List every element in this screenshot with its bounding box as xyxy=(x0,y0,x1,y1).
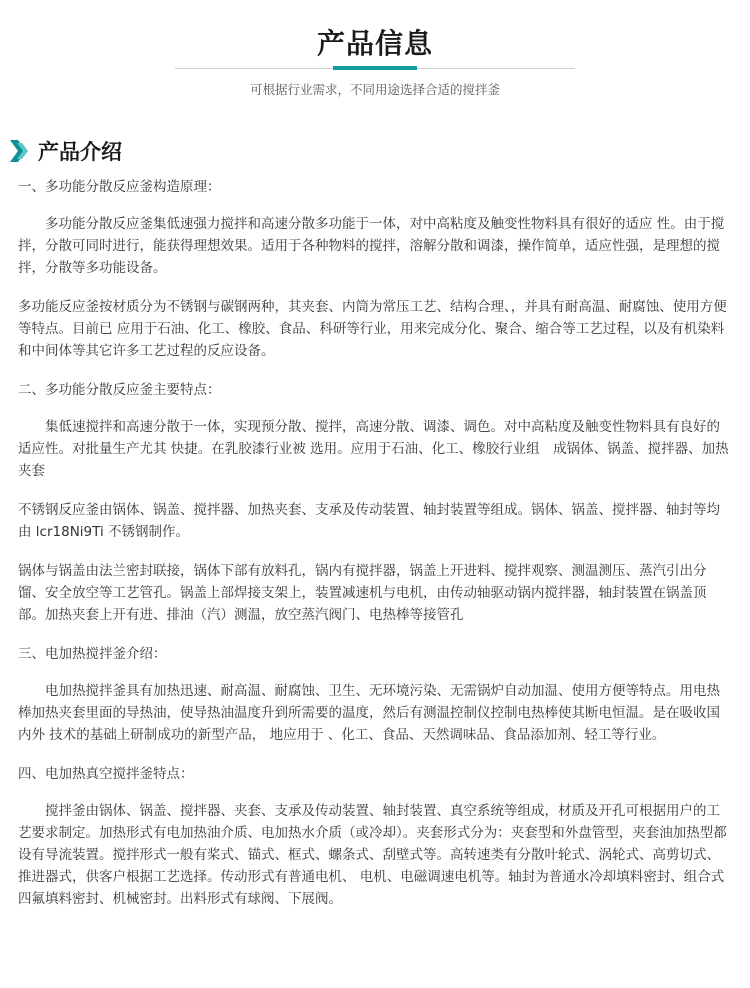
page-subtitle: 可根据行业需求，不同用途选择合适的搅拌釜 xyxy=(249,82,500,97)
section-title: 产品介绍 xyxy=(38,140,122,164)
paragraph-features: 集低速搅拌和高速分散于一体，实现预分散、搅拌，高速分散、调漆、调色。对中高粘度及触变性物料具有良好的适应性。对批量生产尤其 快捷。在乳胶漆行业被 选用。应用于石油、化工、橡胶行业组 成锅体、锅盖、搅拌器、加热夹套 xyxy=(18,419,729,479)
page-title: 产品信息 xyxy=(316,27,433,60)
heading-main-features: 二、多功能分散反应釜主要特点： xyxy=(18,382,221,398)
paragraph-principle-intro: 多功能分散反应釜集低速强力搅拌和高速分散多功能于一体，对中高粘度及触变性物料具有很好的适应 性。由于搅拌，分散可同时进行，能获得理想效果。适用于各种物料的搅拌，溶解分散和调漆，操作简单，适应性强，是理想的搅拌，分散等多功能设备。 xyxy=(18,216,725,276)
page-header xyxy=(0,0,750,110)
paragraph-vacuum-features: 搅拌釜由锅体、锅盖、搅拌器、夹套、支承及传动装置、轴封装置、真空系统等组成，材质及开孔可根据用户的工艺要求制定。加热形式有电加热油介质、电加热水介质（或冷却）。夹套形式分为：夹套型和外盘管型，夹套油加热型都设有导流装置。搅拌形式一般有桨式、锚式、框式、螺条式、刮壁式等。高转速类有分散叶轮式、涡轮式、高剪切式、推进器式，供客户根据工艺选择。传动形式有普通电机、 电机、电磁调速电机等。轴封为普通水冷却填料密封、组合式四氟填料密封、机械密封。出料形式有球阀、下展阀。 xyxy=(18,803,727,907)
heading-electric-heating: 三、电加热搅拌釜介绍： xyxy=(18,646,167,662)
paragraph-flange-structure: 锅体与锅盖由法兰密封联接，锅体下部有放料孔，锅内有搅拌器，锅盖上开进料、搅拌观察、测温测压、蒸汽引出分馏、安全放空等工艺管孔。锅盖上部焊接支架上，装置减速机与电机，由传动轴驱动锅内搅拌器，轴封装置在锅盖顶部。加热夹套上开有进、排油（汽）测温，放空蒸汽阀门、电热棒等接管孔 xyxy=(18,563,707,623)
heading-structure-principle: 一、多功能分散反应釜构造原理： xyxy=(18,179,221,195)
title-accent-bar xyxy=(333,66,417,70)
paragraph-electric-heating: 电加热搅拌釜具有加热迅速、耐高温、耐腐蚀、卫生、无环境污染、无需锅炉自动加温、使用方便等特点。用电热棒加热夹套里面的导热油，使导热油温度升到所需要的温度，然后有测温控制仪控制电热棒使其断电恒温。是在吸收国内外 技术的基础上研制成功的新型产品， 地应用于 、化工、食品、天然调味品、食品添加剂、轻工等行业。 xyxy=(18,683,720,743)
heading-vacuum-features: 四、电加热真空搅拌釜特点： xyxy=(18,766,194,782)
paragraph-stainless-composition: 不锈钢反应釜由锅体、锅盖、搅拌器、加热夹套、支承及传动装置、轴封装置等组成。锅体、锅盖、搅拌器、轴封等均由 lcr18Ni9Ti 不锈钢制作。 xyxy=(18,502,720,540)
double-chevron-right-icon xyxy=(8,138,32,164)
article-body xyxy=(18,176,730,927)
paragraph-material: 多功能反应釜按材质分为不锈钢与碳钢两种，其夹套、内筒为常压工艺、结构合理、，并具有耐高温、耐腐蚀、使用方便等特点。目前已 应用于石油、化工、橡胶、食品、科研等行业，用来完成分化、聚合、缩合等工艺过程，以及有机染料和中间体等其它许多工艺过程的反应设备。 xyxy=(18,299,727,359)
